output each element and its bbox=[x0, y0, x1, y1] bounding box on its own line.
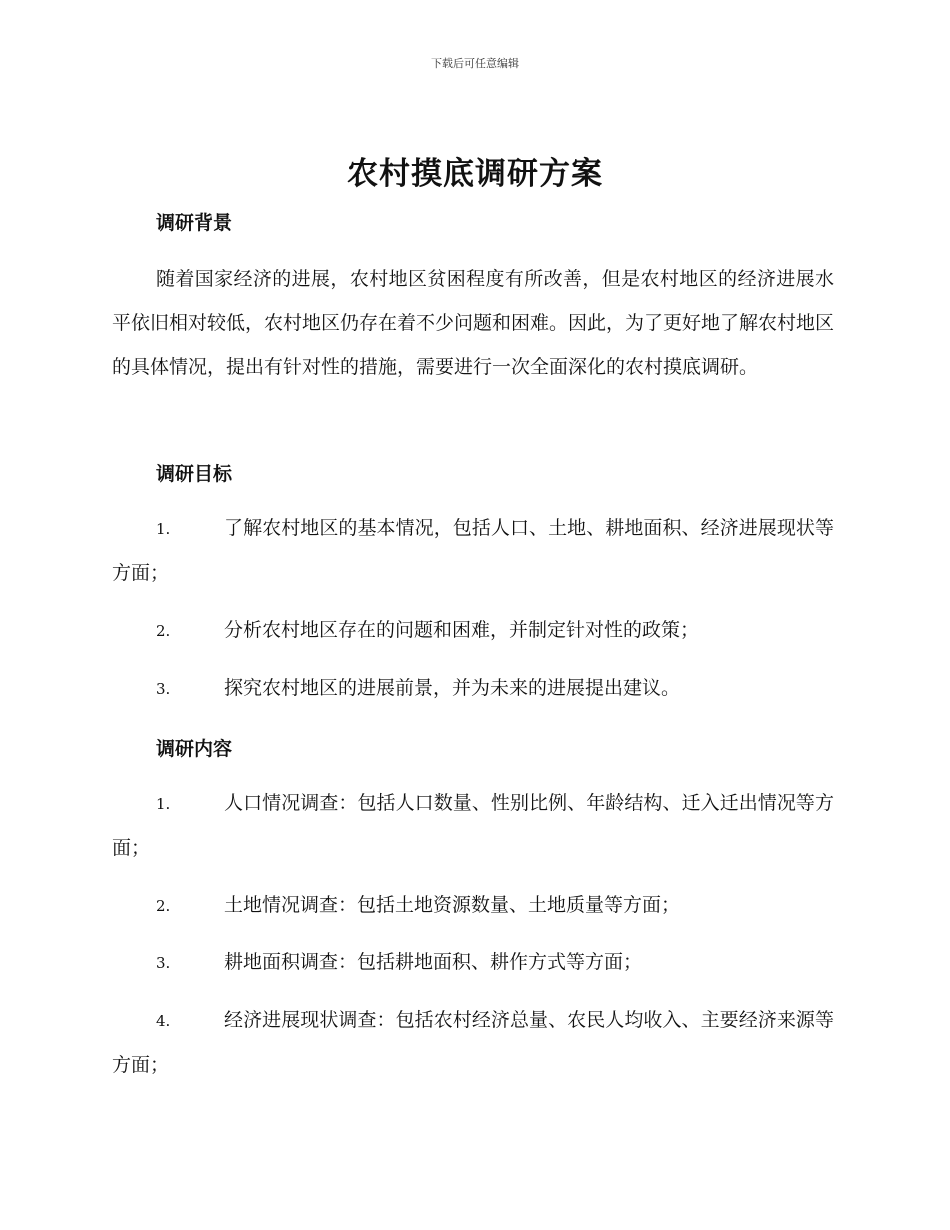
page-header-note: 下载后可任意编辑 bbox=[431, 57, 519, 70]
content-item bbox=[112, 998, 834, 1087]
list-item-text: 耕地面积调查：包括耕地面积、耕作方式等方面； bbox=[224, 951, 643, 973]
list-number: 4. bbox=[156, 1012, 171, 1030]
list-number: 3. bbox=[156, 680, 171, 698]
section-heading-background: 调研背景 bbox=[156, 212, 233, 234]
content-item bbox=[112, 883, 834, 928]
list-item-text: 土地情况调查：包括土地资源数量、土地质量等方面； bbox=[224, 894, 681, 916]
goal-item bbox=[112, 506, 834, 595]
list-item-text: 探究农村地区的进展前景，并为未来的进展提出建议。 bbox=[224, 677, 681, 699]
list-number: 3. bbox=[156, 954, 171, 972]
content-item bbox=[112, 781, 834, 870]
section-heading-goals: 调研目标 bbox=[156, 463, 233, 485]
goal-item bbox=[112, 608, 834, 653]
list-item-text: 了解农村地区的基本情况，包括人口、土地、耕地面积、经济进展现状等方面； bbox=[112, 517, 834, 584]
document-title: 农村摸底调研方案 bbox=[347, 156, 603, 192]
list-item-text: 经济进展现状调查：包括农村经济总量、农民人均收入、主要经济来源等方面； bbox=[112, 1009, 834, 1076]
list-item-text: 分析农村地区存在的问题和困难，并制定针对性的政策； bbox=[224, 619, 700, 641]
list-item-text: 人口情况调查：包括人口数量、性别比例、年龄结构、迁入迁出情况等方面； bbox=[112, 792, 834, 859]
list-number: 2. bbox=[156, 622, 171, 640]
list-number: 1. bbox=[156, 520, 171, 538]
background-paragraph: 随着国家经济的进展，农村地区贫困程度有所改善，但是农村地区的经济进展水平依旧相对较低，农村地区仍存在着不少问题和困难。因此，为了更好地了解农村地区的具体情况，提出有针对性的措施，需要进行一次全面深化的农村摸底调研。 bbox=[112, 268, 835, 378]
content-item bbox=[112, 940, 834, 985]
list-number: 2. bbox=[156, 897, 171, 915]
goal-item bbox=[112, 666, 834, 711]
section-heading-content: 调研内容 bbox=[156, 738, 233, 760]
list-number: 1. bbox=[156, 795, 171, 813]
